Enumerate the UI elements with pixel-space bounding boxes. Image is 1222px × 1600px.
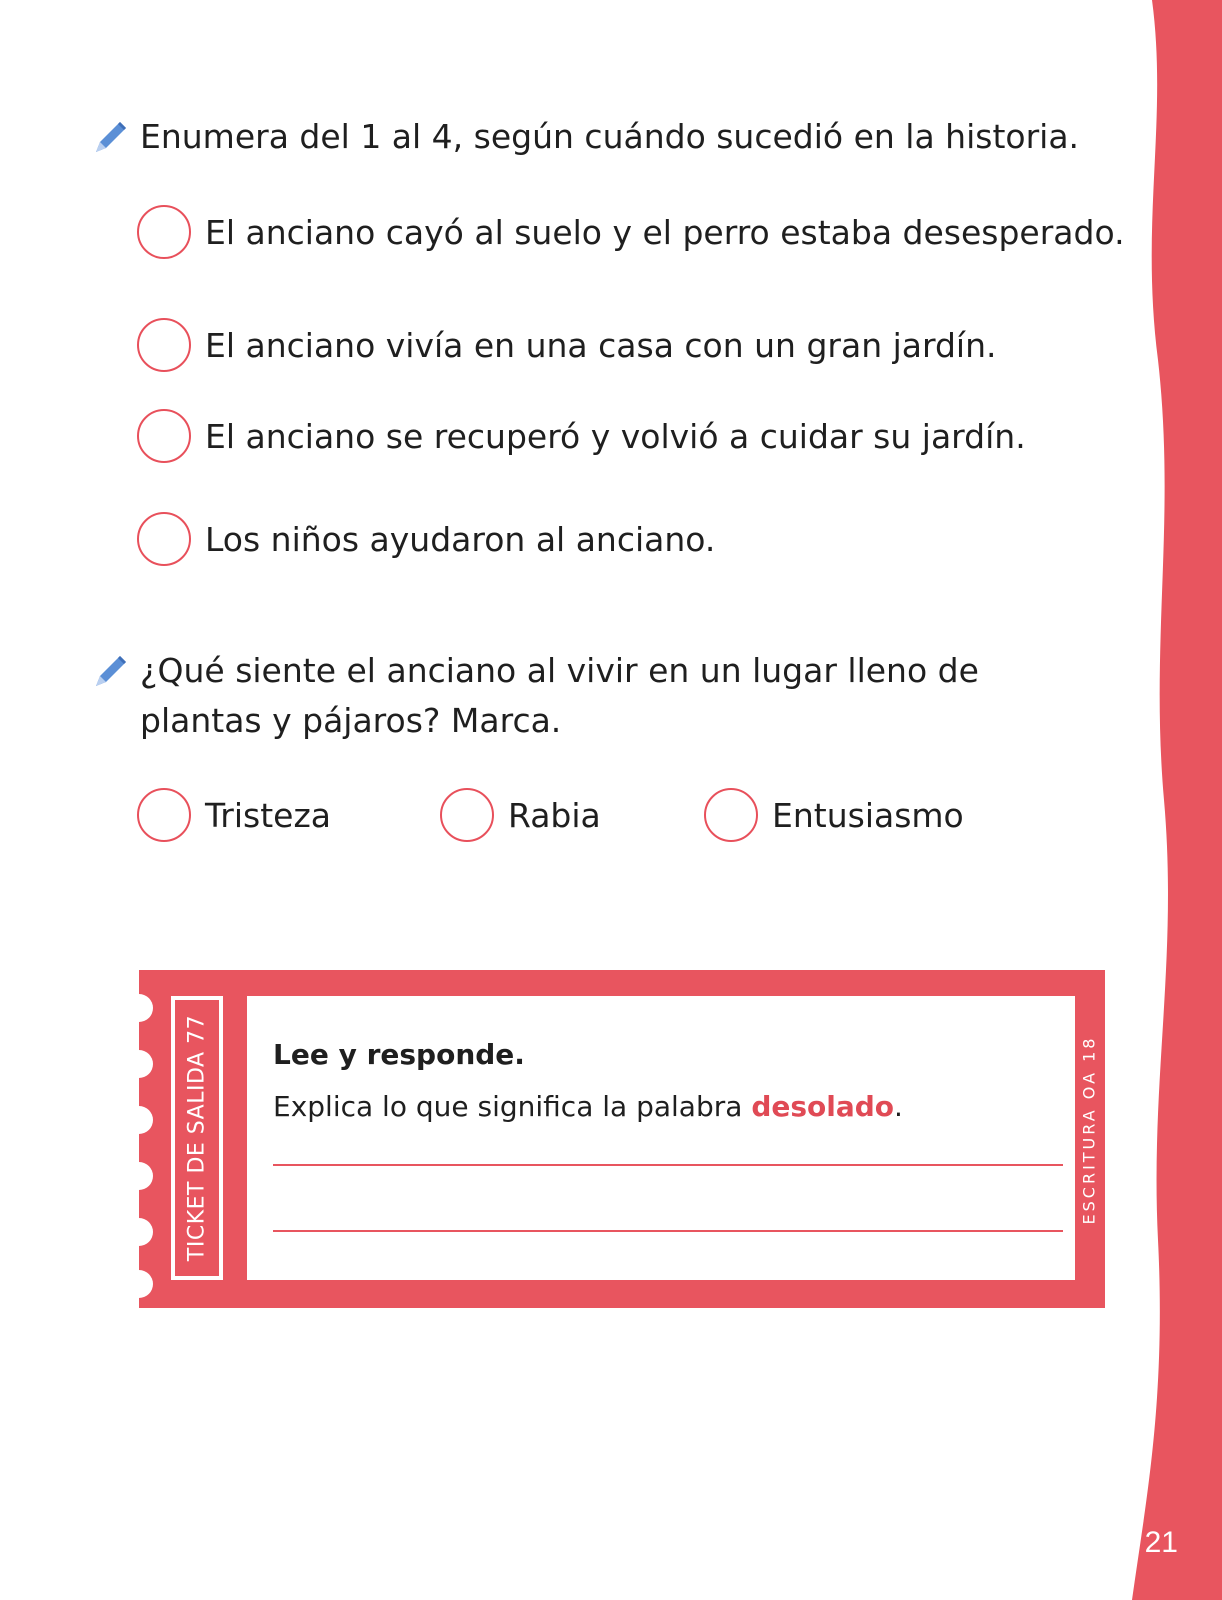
answer-line[interactable] bbox=[273, 1164, 1063, 1166]
option-text: Entusiasmo bbox=[772, 795, 964, 835]
ticket-notch bbox=[125, 1106, 153, 1134]
choice-circle[interactable] bbox=[137, 788, 191, 842]
ticket-code: ESCRITURA OA 18 bbox=[1079, 1035, 1099, 1225]
choice-option-rabia bbox=[440, 788, 601, 842]
number-circle[interactable] bbox=[137, 512, 191, 566]
ticket-notch bbox=[125, 1162, 153, 1190]
question-1 bbox=[90, 112, 1079, 162]
choice-option-entusiasmo bbox=[704, 788, 964, 842]
number-circle[interactable] bbox=[137, 409, 191, 463]
ticket-notch bbox=[125, 994, 153, 1022]
order-option bbox=[137, 409, 1026, 463]
ticket-label-box bbox=[171, 996, 223, 1280]
option-text: El anciano cayó al suelo y el perro estaba desesperado. bbox=[205, 212, 1125, 252]
number-circle[interactable] bbox=[137, 205, 191, 259]
question-2-line-1: ¿Qué siente el anciano al vivir en un lugar lleno de bbox=[140, 651, 979, 690]
choice-option-tristeza bbox=[137, 788, 331, 842]
pencil-icon bbox=[90, 652, 130, 692]
pencil-icon bbox=[90, 118, 130, 158]
ticket-title: Lee y responde. bbox=[273, 1038, 525, 1071]
order-option bbox=[137, 318, 997, 372]
question-1-text: Enumera del 1 al 4, según cuándo sucedió en la historia. bbox=[140, 117, 1080, 156]
option-text: Tristeza bbox=[205, 795, 332, 835]
order-option bbox=[137, 512, 715, 566]
highlighted-word: desolado bbox=[751, 1090, 895, 1123]
order-option bbox=[137, 205, 1125, 259]
number-circle[interactable] bbox=[137, 318, 191, 372]
exit-ticket bbox=[139, 970, 1105, 1308]
instruction-suffix: . bbox=[894, 1090, 903, 1123]
choice-circle[interactable] bbox=[704, 788, 758, 842]
ticket-notch bbox=[125, 1270, 153, 1298]
option-text: El anciano vivía en una casa con un gran jardín. bbox=[205, 325, 997, 365]
option-text: El anciano se recuperó y volvió a cuidar su jardín. bbox=[205, 416, 1026, 456]
question-2 bbox=[90, 646, 979, 746]
question-2-text bbox=[140, 646, 979, 746]
option-text: Rabia bbox=[508, 795, 601, 835]
ticket-instruction bbox=[273, 1090, 903, 1123]
ticket-body bbox=[247, 996, 1075, 1280]
page-number: 21 bbox=[1144, 1526, 1178, 1559]
ticket-label: TICKET DE SALIDA 77 bbox=[184, 1014, 210, 1262]
choice-circle[interactable] bbox=[440, 788, 494, 842]
option-text: Los niños ayudaron al anciano. bbox=[205, 519, 716, 559]
question-2-line-2: plantas y pájaros? Marca. bbox=[140, 701, 562, 740]
instruction-prefix: Explica lo que significa la palabra bbox=[273, 1090, 752, 1123]
ticket-notch bbox=[125, 1218, 153, 1246]
answer-line[interactable] bbox=[273, 1230, 1063, 1232]
ticket-notch bbox=[125, 1050, 153, 1078]
